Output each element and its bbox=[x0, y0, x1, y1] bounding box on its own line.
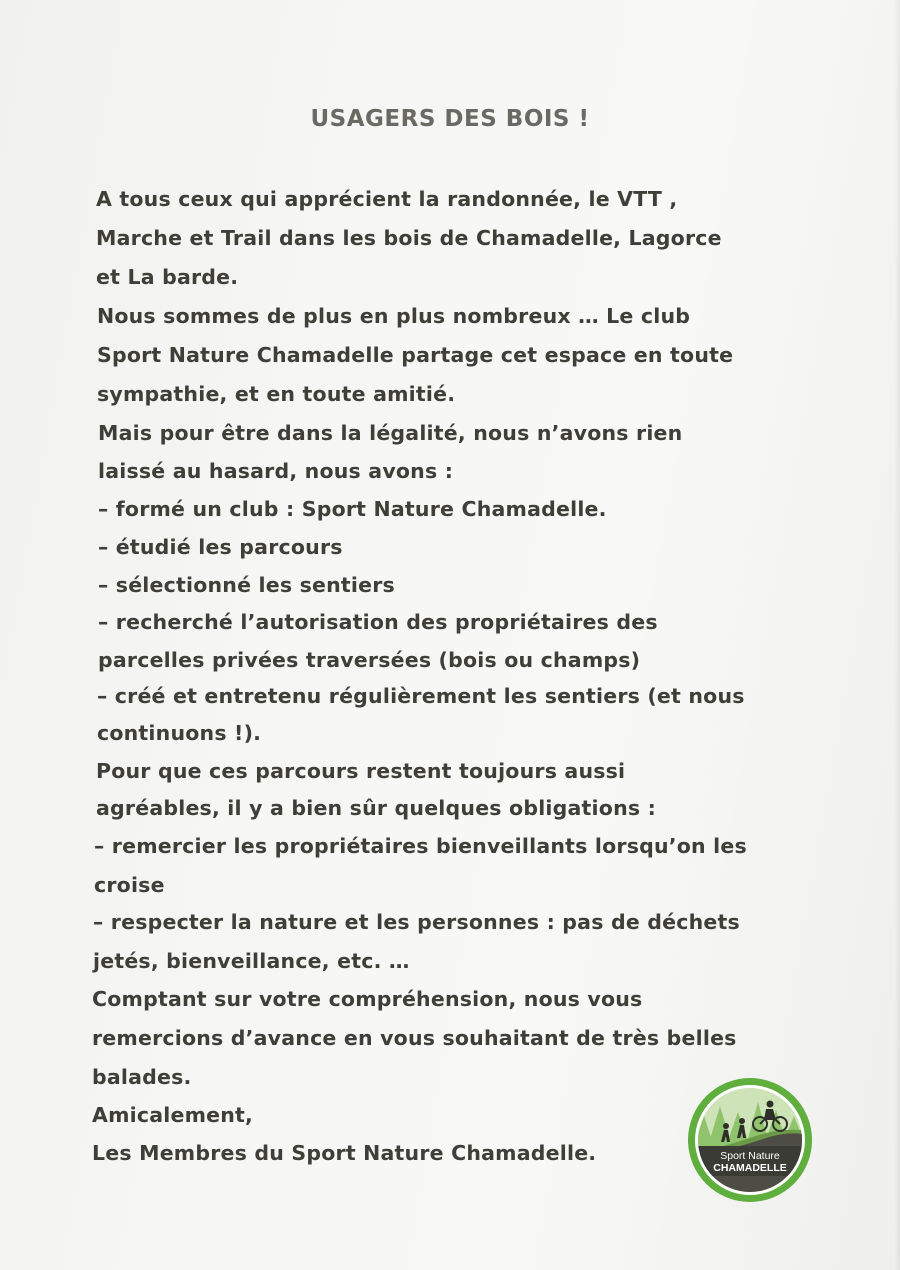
text-line: croise bbox=[94, 873, 165, 897]
list-item: – recherché l’autorisation des propriétaires des bbox=[98, 610, 658, 634]
list-item: – formé un club : Sport Nature Chamadelle. bbox=[98, 497, 607, 521]
text-line: continuons !). bbox=[97, 721, 262, 745]
club-logo bbox=[686, 1076, 814, 1204]
list-item: – créé et entretenu régulièrement les sentiers (et nous bbox=[97, 684, 745, 708]
text-line: Mais pour être dans la légalité, nous n’avons rien bbox=[98, 421, 683, 445]
text-line: remercions d’avance en vous souhaitant de très belles bbox=[92, 1026, 737, 1050]
text-line: agréables, il y a bien sûr quelques obligations : bbox=[96, 796, 656, 820]
text-line: laissé au hasard, nous avons : bbox=[98, 459, 454, 483]
text-line: et La barde. bbox=[96, 265, 239, 289]
signature-line: Les Membres du Sport Nature Chamadelle. bbox=[92, 1141, 597, 1165]
text-line: sympathie, et en toute amitié. bbox=[97, 382, 456, 406]
text-line: A tous ceux qui apprécient la randonnée, le VTT , bbox=[96, 187, 678, 211]
text-line: jetés, bienveillance, etc. … bbox=[93, 949, 410, 973]
text-line: Nous sommes de plus en plus nombreux … Le club bbox=[97, 304, 691, 328]
logo-text-chamadelle: CHAMADELLE bbox=[713, 1162, 787, 1174]
text-line: balades. bbox=[92, 1065, 192, 1089]
closing-line: Amicalement, bbox=[92, 1103, 254, 1127]
logo-text-sport-nature: Sport Nature bbox=[720, 1150, 780, 1162]
list-item: – sélectionné les sentiers bbox=[98, 573, 395, 597]
text-line: parcelles privées traversées (bois ou champs) bbox=[98, 648, 641, 672]
text-line: Pour que ces parcours restent toujours aussi bbox=[96, 759, 626, 783]
text-line: Comptant sur votre compréhension, nous vous bbox=[92, 987, 643, 1011]
list-item: – remercier les propriétaires bienveillants lorsqu’on les bbox=[94, 834, 747, 858]
list-item: – étudié les parcours bbox=[98, 535, 343, 559]
paper-shadow-edge bbox=[894, 0, 900, 1270]
list-item: – respecter la nature et les personnes : pas de déchets bbox=[93, 910, 740, 934]
text-line: Sport Nature Chamadelle partage cet espace en toute bbox=[97, 343, 734, 367]
text-line: Marche et Trail dans les bois de Chamadelle, Lagorce bbox=[96, 226, 722, 250]
document-title: USAGERS DES BOIS ! bbox=[310, 106, 590, 132]
logo-forest-scene bbox=[686, 1076, 814, 1204]
